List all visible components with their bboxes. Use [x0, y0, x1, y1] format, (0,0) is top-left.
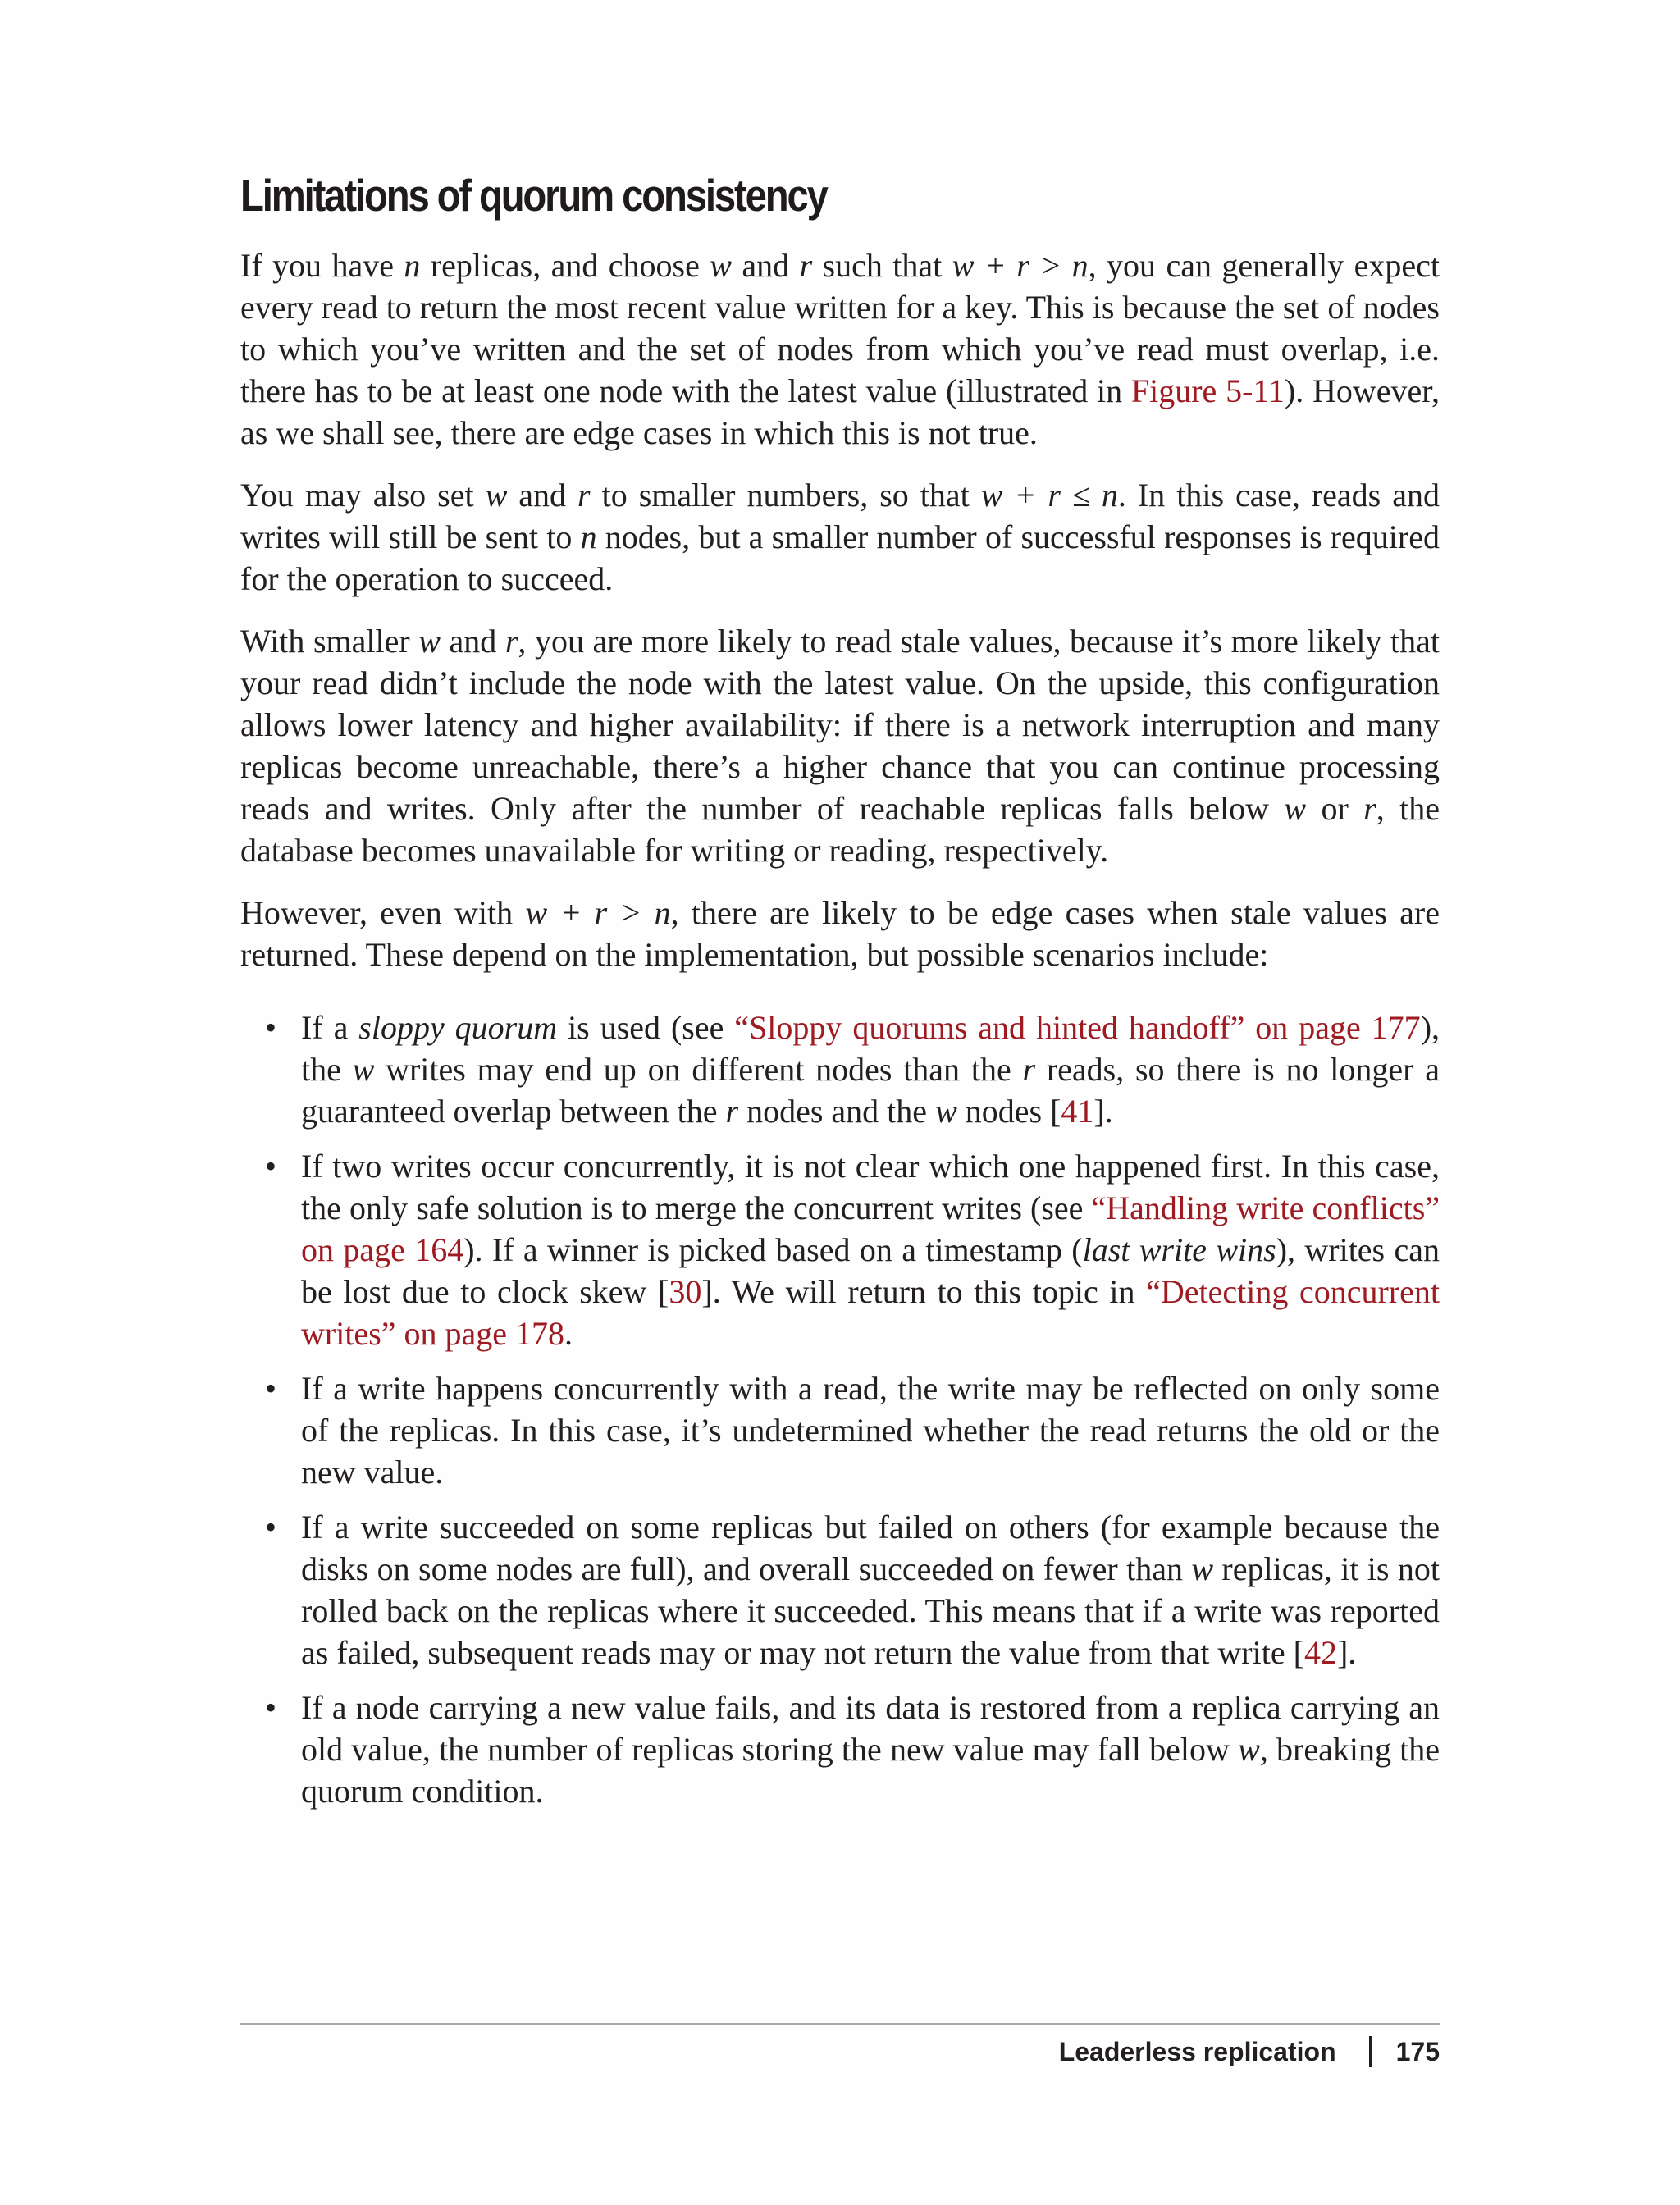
footer-divider: [240, 2023, 1440, 2025]
paragraph-4: However, even with w + r > n, there are likely to be edge cases when stale values are returned. These depend on the implementation, but possible scenarios include:: [240, 894, 1440, 973]
page-number: 175: [1395, 2036, 1440, 2066]
footer-separator: [1369, 2036, 1372, 2067]
section-title: Limitations of quorum consistency: [240, 170, 827, 221]
variable-w: w: [485, 477, 508, 514]
quorum-formula: w + r ≤ n: [980, 477, 1118, 514]
variable-w: w: [418, 623, 441, 660]
variable-r: r: [799, 247, 813, 284]
variable-w: w: [935, 1093, 957, 1130]
cross-reference-link[interactable]: “Handling write conflicts” on page 164: [301, 1189, 1440, 1268]
figure-link[interactable]: Figure 5-11: [1130, 372, 1285, 409]
paragraph-1: If you have n replicas, and choose w and r such that w + r > n, you can generally expect every read to return the most recent value written for a key. This is because the set of nodes to which you’ve written and the set of nodes from which you’ve read must overlap, i.e. there has to be at least one node with the latest value (illustrated in Figure 5-11). However, as we shall see, there are edge cases in which this is not true.: [240, 247, 1440, 451]
list-item: • If a sloppy quorum is used (see “Sloppy quorums and hinted handoff” on page 177), the w writes may end up on different nodes than the r reads, so there is no longer a guaranteed overlap between the r nodes and the w nodes [41].: [240, 1007, 1440, 1132]
running-footer-title: Leaderless replication: [1058, 2036, 1336, 2066]
scenario-list: [240, 1007, 1440, 1812]
quorum-formula: w + r > n: [952, 247, 1089, 284]
variable-r: r: [504, 623, 518, 660]
variable-r: r: [725, 1093, 739, 1130]
variable-w: w: [1191, 1550, 1214, 1587]
citation-link[interactable]: 30: [669, 1273, 702, 1310]
emphasis: last write wins: [1082, 1231, 1276, 1268]
variable-w: w: [1284, 790, 1307, 827]
variable-n: n: [580, 518, 597, 555]
variable-r: r: [1363, 790, 1376, 827]
variable-r: r: [1022, 1051, 1036, 1088]
paragraph-2: You may also set w and r to smaller numbers, so that w + r ≤ n. In this case, reads and writes will still be sent to n nodes, but a smaller number of successful responses is required for the operation to succeed.: [240, 477, 1440, 597]
list-item: • If a node carrying a new value fails, and its data is restored from a replica carrying an old value, the number of replicas storing the new value may fall below w, breaking the quorum condition.: [240, 1687, 1440, 1812]
citation-link[interactable]: 42: [1303, 1634, 1337, 1671]
cross-reference-link[interactable]: “Sloppy quorums and hinted handoff” on page 177: [734, 1009, 1421, 1046]
quorum-formula: w + r > n: [525, 894, 671, 931]
list-item: • If a write happens concurrently with a read, the write may be reflected on only some of the replicas. In this case, it’s undetermined whether the read returns the old or the new value.: [240, 1367, 1440, 1493]
variable-n: n: [404, 247, 421, 284]
variable-w: w: [352, 1051, 375, 1088]
list-item: • If a write succeeded on some replicas but failed on others (for example because the disks on some nodes are full), and overall succeeded on fewer than w replicas, it is not rolled back on the replicas where it succeeded. This means that if a write was reported as failed, subsequent reads may or may not return the value from that write [42].: [240, 1506, 1440, 1673]
body-text: [240, 244, 1440, 1825]
variable-w: w: [710, 247, 732, 284]
emphasis: sloppy quorum: [358, 1009, 558, 1046]
list-item: • If two writes occur concurrently, it is not clear which one happened first. In this case, the only safe solution is to merge the concurrent writes (see “Handling write conflicts” on page 164). If a winner is picked based on a timestamp (last write wins), writes can be lost due to clock skew [30]. We will return to this topic in “Detecting concurrent writes” on page 178.: [240, 1145, 1440, 1354]
page-footer: [1059, 2036, 1440, 2067]
cross-reference-link[interactable]: “Detecting concurrent writes” on page 178: [301, 1273, 1440, 1352]
citation-link[interactable]: 41: [1061, 1093, 1094, 1130]
paragraph-3: With smaller w and r, you are more likely to read stale values, because it’s more likely that your read didn’t include the node with the latest value. On the upside, this configuration allows lower latency and higher availability: if there is a network interruption and many replicas become unreachable, there’s a higher chance that you can continue processing reads and writes. Only after the number of reachable replicas falls below w or r, the database becomes unavailable for writing or reading, respectively.: [240, 623, 1440, 869]
variable-w: w: [1238, 1731, 1260, 1768]
variable-r: r: [578, 477, 591, 514]
